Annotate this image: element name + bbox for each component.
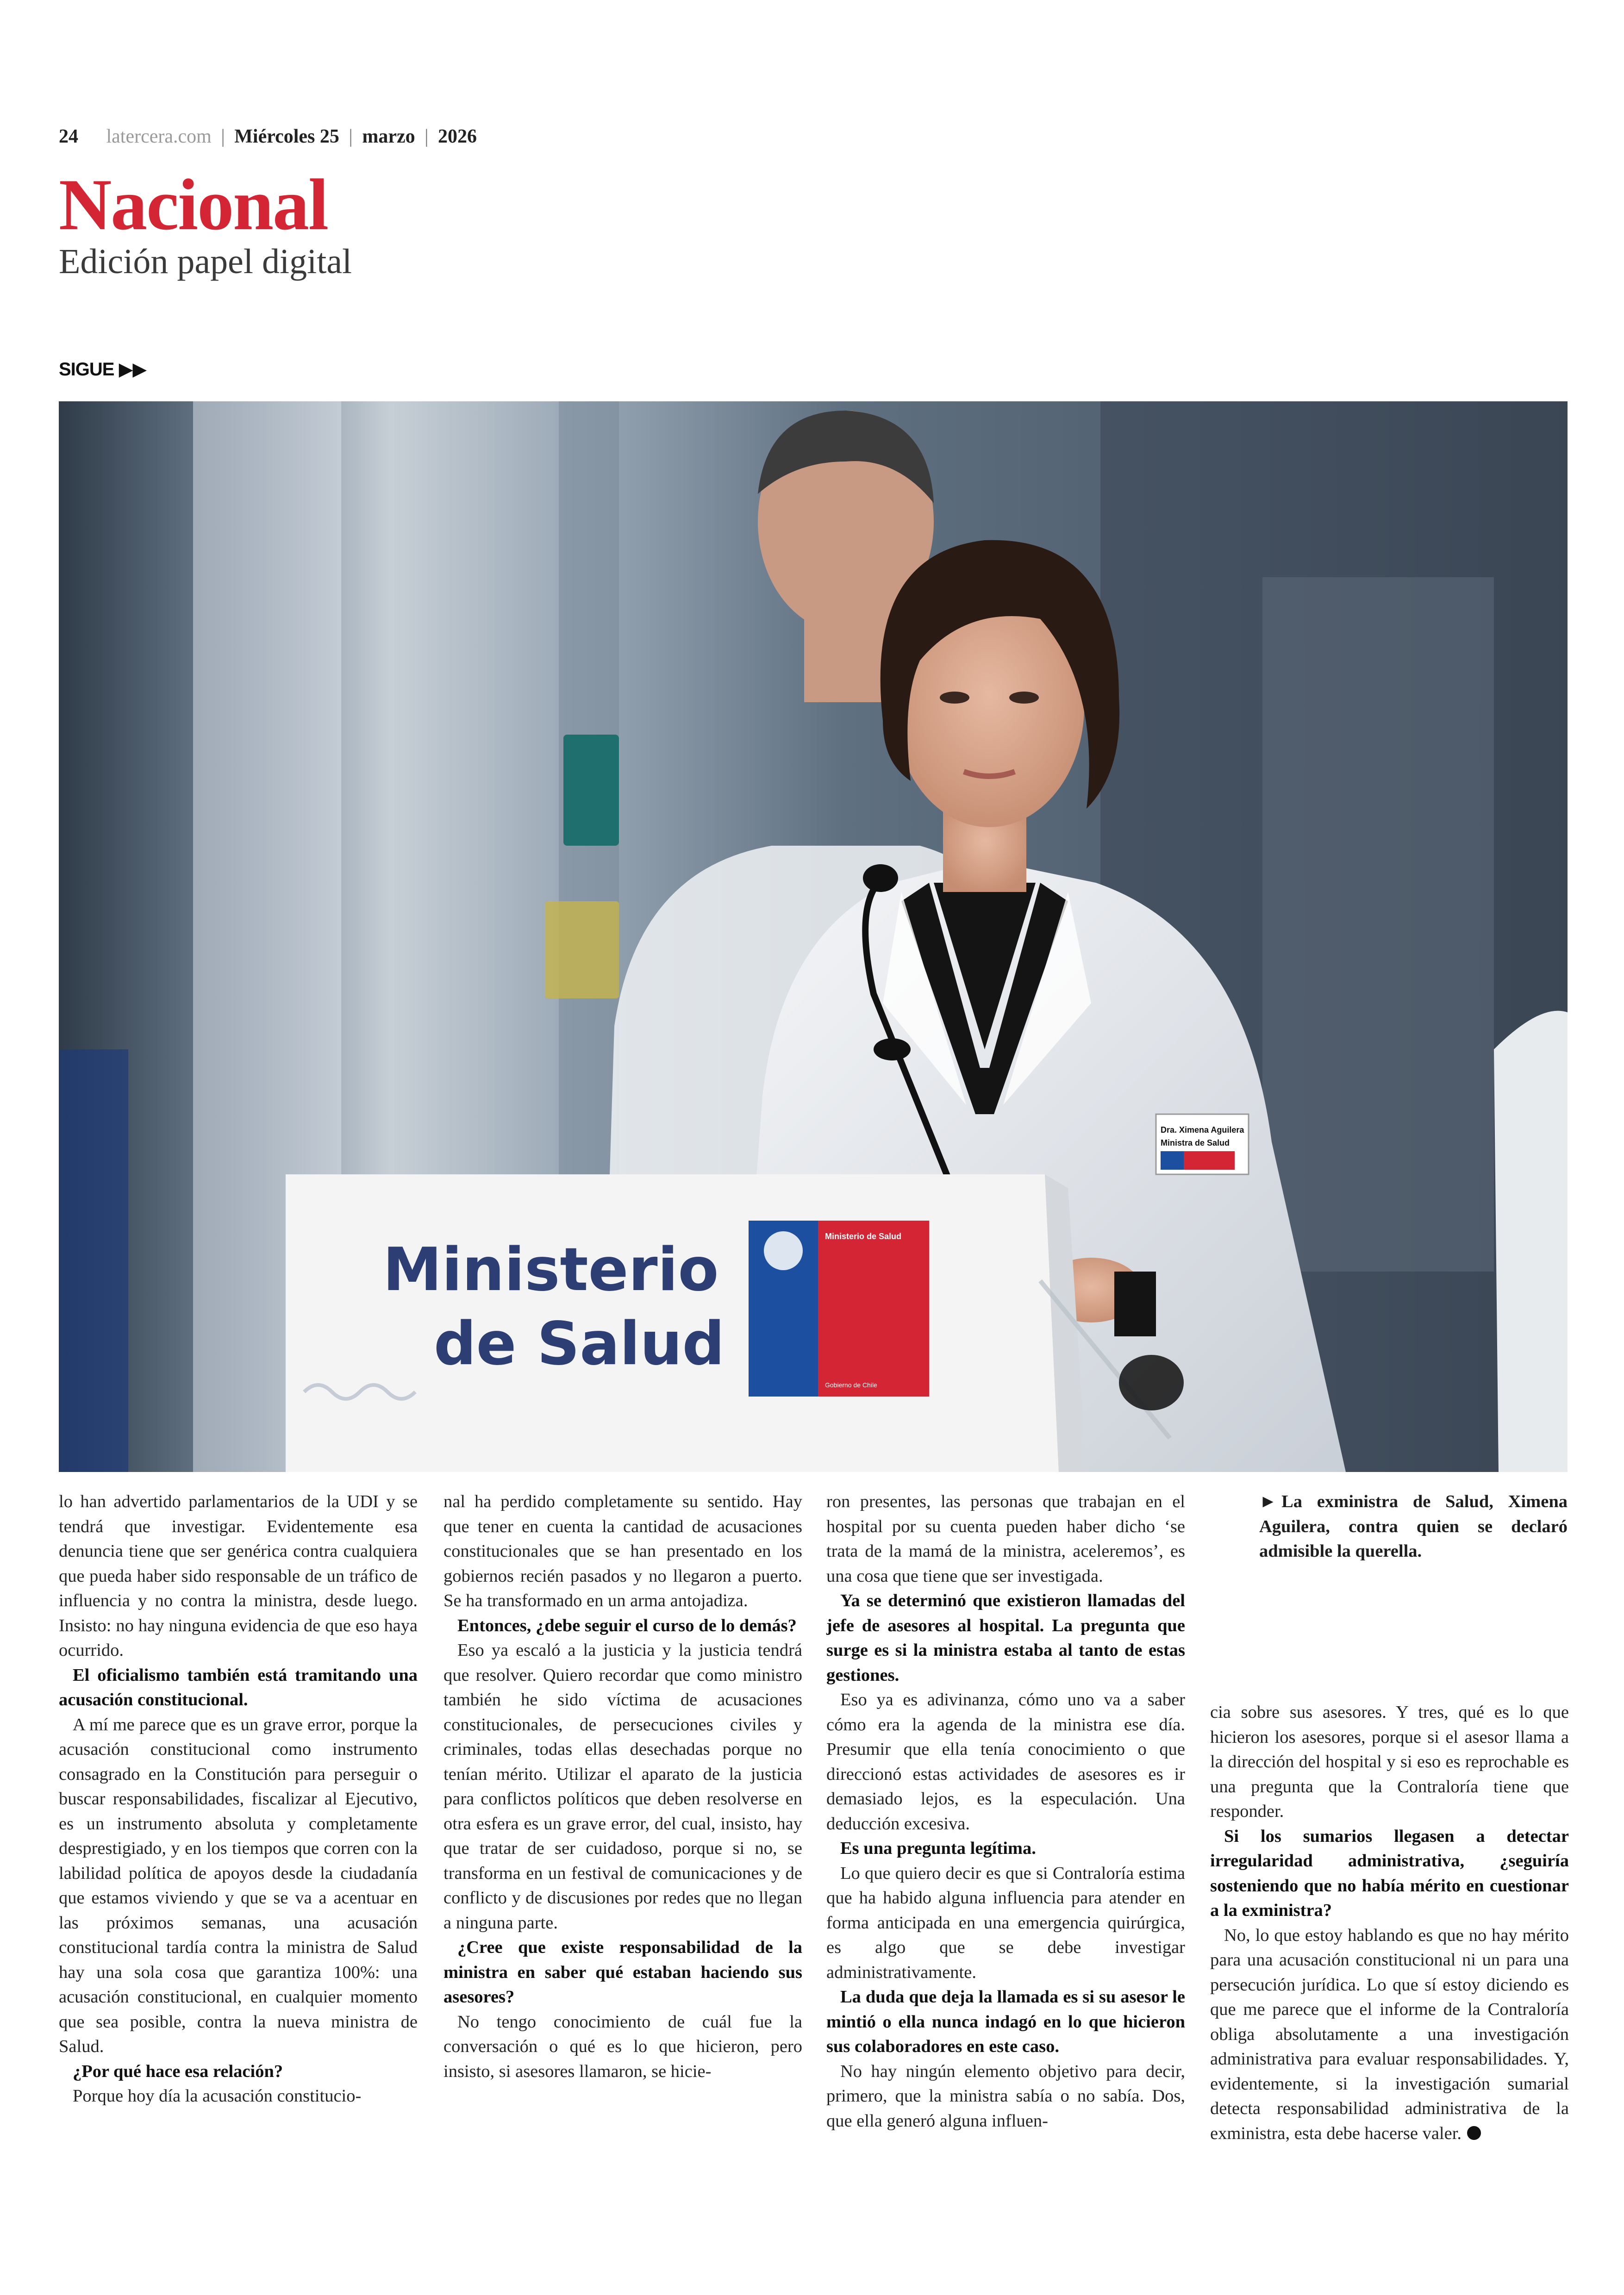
interview-question: Si los sumarios llegasen a detectar irregularidad administrativa, ¿seguiría sosteniendo que no había mérito en cuestionar a la exministra? bbox=[1210, 1826, 1569, 1920]
answer-paragraph: Porque hoy día la acusación constitucio- bbox=[73, 2086, 362, 2106]
page-number: 24 bbox=[59, 126, 78, 147]
logo-government-text: Gobierno de Chile bbox=[825, 1381, 877, 1389]
interview-question: ¿Cree que existe responsabilidad de la ministra en saber qué estaban haciendo sus asesores? bbox=[443, 1938, 802, 2007]
interview-question: ¿Por qué hace esa relación? bbox=[73, 2061, 283, 2081]
answer-paragraph: No hay ningún elemento objetivo para decir, primero, que la ministra sabía o no sabía. Dos, que ella generó alguna influen- bbox=[826, 2061, 1185, 2131]
caption-triangle-icon: ► bbox=[1259, 1492, 1277, 1511]
photo-caption bbox=[1259, 1490, 1568, 1564]
answer-paragraph: nal ha perdido completamente su sentido. Hay que tener en cuenta la cantidad de acusaciones constitucionales que se han presentado en los gobiernos recién pasados y no llegaron a puerto. Se ha transformado en un arma antojadiza. bbox=[443, 1492, 802, 1610]
interview-question: La duda que deja la llamada es si su asesor le mintió o ella nunca indagó en lo que hicieron sus colaboradores en este caso. bbox=[826, 1987, 1185, 2056]
folio-separator: | bbox=[425, 126, 429, 147]
answer-paragraph bbox=[1210, 1923, 1569, 2146]
answer-paragraph: cia sobre sus asesores. Y tres, qué es lo que hicieron los asesores, porque si el asesor llama a la dirección del hospital y si eso es reprochable es una pregunta que la Contraloría tiene que responder. bbox=[1210, 1703, 1569, 1821]
section-title: Nacional bbox=[59, 164, 328, 245]
issue-year: 2026 bbox=[438, 126, 477, 147]
section-subtitle: Edición papel digital bbox=[59, 242, 352, 281]
answer-paragraph: A mí me parece que es un grave error, porque la acusación constitucional como instrumento consagrado en la Constitución para perseguir o buscar responsabilidades, fiscalizar al Ejecutivo, es un instrumento absoluta y completamente desprestigiado, y en los tiempos que corren con la labilidad política de apoyos desde la ciudadanía que estamos viviendo y que se va a acentuar en las próximos semanas, una acusación constitucional tardía contra la ministra de Salud hay una sola cosa que garantiza 100%: una acusación constitucional, en cualquier momento que sea posible, contra la nueva ministra de Salud. bbox=[59, 1715, 418, 2056]
article-column-2 bbox=[443, 1490, 802, 2084]
podium-text-line1: Ministerio bbox=[383, 1235, 719, 1304]
answer-paragraph: lo han advertido parlamentarios de la UDI y se tendrá que investigar. Evidentemente esa denuncia tiene que ser genérica contra cualquiera que pueda haber sido responsable de un tráfico de influencia y no contra la ministra, desde luego. Insisto: no hay ninguna evidencia de que eso haya ocurrido. bbox=[59, 1492, 418, 1660]
caption-text: La exministra de Salud, Ximena Aguilera, contra quien se declaró admisible la querella. bbox=[1259, 1492, 1568, 1561]
end-of-article-icon bbox=[1467, 2126, 1481, 2140]
answer-paragraph: Eso ya es adivinanza, cómo uno va a saber cómo era la agenda de la ministra ese día. Presumir que ella tenía conocimiento o que direccionó estas actividades de asesores es ir demasiado lejos, es la especulación. Una deducción excesiva. bbox=[826, 1690, 1185, 1834]
folio-separator: | bbox=[349, 126, 353, 147]
interview-question: Es una pregunta legítima. bbox=[840, 1839, 1036, 1858]
answer-paragraph: ron presentes, las personas que trabajan en el hospital por su cuenta pueden haber dicho ‘se trata de la mamá de la ministra, aceleremos’, es una cosa que tiene que ser investigada. bbox=[826, 1492, 1185, 1586]
article-column-1 bbox=[59, 1490, 418, 2109]
continue-label: SIGUE ▶▶ bbox=[59, 359, 147, 380]
answer-paragraph: Eso ya escaló a la justicia y la justicia tendrá que resolver. Quiero recordar que como ministro también he sido víctima de acusaciones constitucionales, de persecuciones civiles y criminales, todas ellas desechadas porque no tenían mérito. Utilizar el aparato de la justicia para conflictos políticos que deben resolverse en otra esfera es un grave error, del cual, insisto, hay que tratar de ser cuidadoso, porque si no, se transforma en un festival de comunicaciones y de conflicto y de discusiones por redes que no llegan a ninguna parte. bbox=[443, 1640, 802, 1933]
badge-name: Dra. Ximena Aguilera bbox=[1161, 1125, 1244, 1135]
answer-paragraph: Lo que quiero decir es que si Contraloría estima que ha habido alguna influencia para atender en forma anticipada en una emergencia quirúrgica, es algo que se debe investigar administrativamente. bbox=[826, 1863, 1185, 1982]
article-column-3 bbox=[826, 1490, 1185, 2133]
article-photo bbox=[59, 401, 1568, 1472]
government-logo bbox=[749, 1221, 929, 1397]
podium-text-line2: de Salud bbox=[434, 1310, 725, 1378]
answer-paragraph: No tengo conocimiento de cuál fue la conversación o qué es lo que hicieron, pero insisto, si asesores llamaron, se hicie- bbox=[443, 2012, 802, 2081]
final-answer-text: No, lo que estoy hablando es que no hay mérito para una acusación constitucional ni un para una persecución jurídica. Lo que sí estoy diciendo es que me parece que el informe de la Contraloría obliga absolutamente a una investigación administrativa para evaluar responsabilidades. Y, evidentemente, si la investigación sumarial detecta responsabilidad administrativa de la exministra, esta debe hacerse valer. bbox=[1210, 1925, 1569, 2143]
issue-day: Miércoles 25 bbox=[234, 126, 339, 147]
interview-question: Entonces, ¿debe seguir el curso de lo demás? bbox=[457, 1615, 797, 1635]
article-column-4 bbox=[1210, 1700, 1569, 2146]
interview-question: Ya se determinó que existieron llamadas del jefe de asesores al hospital. La pregunta que surge es si la ministra estaba al tanto de estas gestiones. bbox=[826, 1591, 1185, 1685]
interview-question: El oficialismo también está tramitando una acusación constitucional. bbox=[59, 1665, 418, 1709]
page-folio bbox=[59, 124, 477, 149]
logo-ministry-text: Ministerio de Salud bbox=[825, 1232, 902, 1241]
issue-month: marzo bbox=[362, 126, 415, 147]
site-name[interactable]: latercera.com bbox=[106, 126, 212, 147]
badge-role: Ministra de Salud bbox=[1161, 1138, 1230, 1148]
folio-separator: | bbox=[221, 126, 225, 147]
